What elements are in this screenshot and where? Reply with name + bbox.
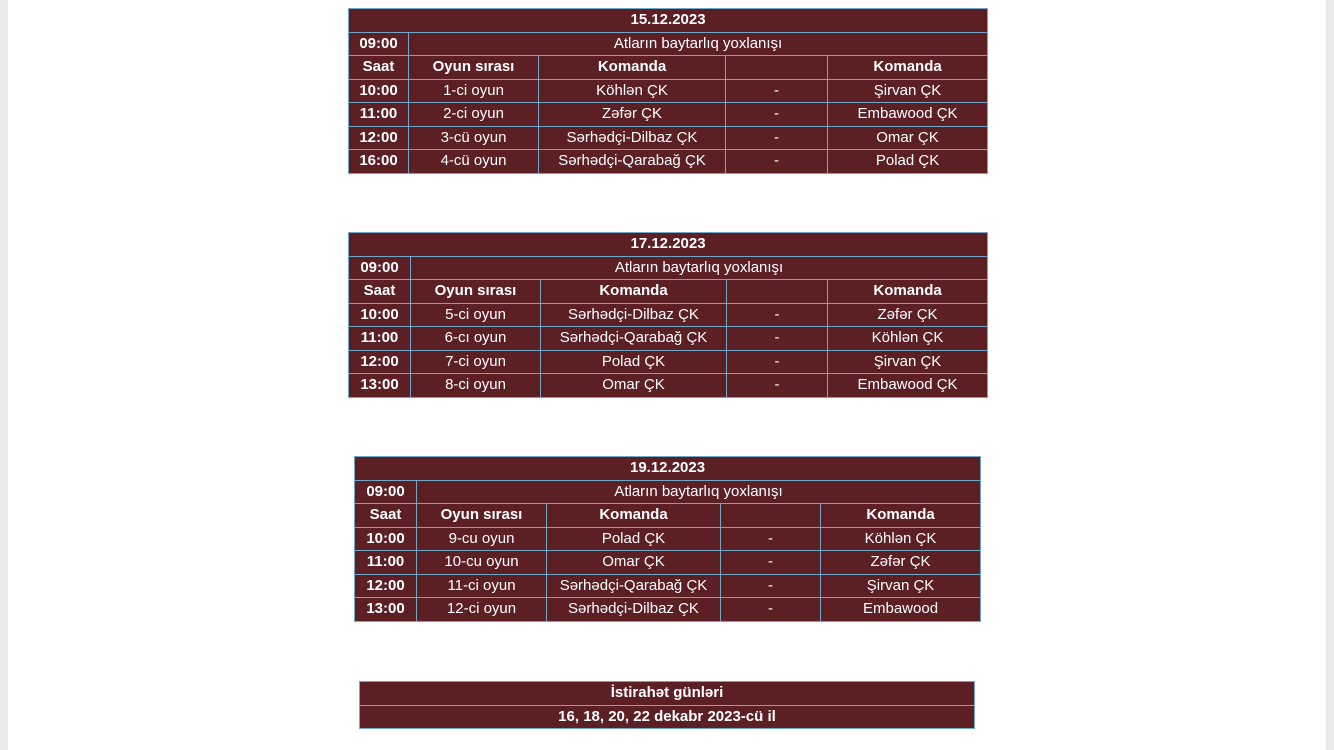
team1: Sərhədçi-Dilbaz ÇK (547, 598, 721, 622)
table-row (355, 574, 981, 598)
col-header-time: Saat (349, 56, 409, 80)
game-order: 3-cü oyun (409, 126, 539, 150)
date-header: 17.12.2023 (349, 233, 988, 257)
game-time: 10:00 (349, 79, 409, 103)
team2: Şirvan ÇK (821, 574, 981, 598)
document-page (8, 0, 1326, 750)
game-time: 12:00 (355, 574, 417, 598)
team2: Zəfər ÇK (821, 551, 981, 575)
schedule-table-day3 (354, 456, 981, 622)
game-time: 11:00 (349, 327, 411, 351)
team2: Embawood ÇK (828, 374, 988, 398)
game-order: 10-cu oyun (417, 551, 547, 575)
vet-time: 09:00 (349, 32, 409, 56)
game-order: 5-ci oyun (411, 303, 541, 327)
table-row (349, 79, 988, 103)
schedule-table-day1 (348, 8, 988, 174)
game-order: 9-cu oyun (417, 527, 547, 551)
col-header-sep (726, 56, 828, 80)
vs-separator: - (726, 103, 828, 127)
col-header-team1: Komanda (539, 56, 726, 80)
game-time: 16:00 (349, 150, 409, 174)
col-header-sep (727, 280, 828, 304)
game-time: 13:00 (349, 374, 411, 398)
vs-separator: - (727, 374, 828, 398)
game-order: 7-ci oyun (411, 350, 541, 374)
table-row (349, 350, 988, 374)
team1: Sərhədçi-Qarabağ ÇK (541, 327, 727, 351)
vs-separator: - (726, 79, 828, 103)
game-time: 13:00 (355, 598, 417, 622)
col-header-team2: Komanda (828, 56, 988, 80)
rest-days-title: İstirahət günləri (360, 682, 975, 706)
team2: Köhlən ÇK (821, 527, 981, 551)
team1: Omar ÇK (541, 374, 727, 398)
game-time: 12:00 (349, 126, 409, 150)
col-header-time: Saat (349, 280, 411, 304)
vet-label: Atların baytarlıq yoxlanışı (417, 480, 981, 504)
team1: Omar ÇK (547, 551, 721, 575)
game-order: 1-ci oyun (409, 79, 539, 103)
game-order: 12-ci oyun (417, 598, 547, 622)
rest-days-dates: 16, 18, 20, 22 dekabr 2023-cü il (360, 705, 975, 729)
team2: Şirvan ÇK (828, 350, 988, 374)
game-order: 2-ci oyun (409, 103, 539, 127)
team2: Zəfər ÇK (828, 303, 988, 327)
vs-separator: - (721, 598, 821, 622)
table-row (355, 551, 981, 575)
team1: Polad ÇK (547, 527, 721, 551)
game-order: 11-ci oyun (417, 574, 547, 598)
team2: Köhlən ÇK (828, 327, 988, 351)
table-row (349, 303, 988, 327)
game-time: 11:00 (349, 103, 409, 127)
team2: Omar ÇK (828, 126, 988, 150)
game-time: 10:00 (355, 527, 417, 551)
date-header: 15.12.2023 (349, 9, 988, 33)
vs-separator: - (727, 350, 828, 374)
col-header-team1: Komanda (541, 280, 727, 304)
table-row (349, 327, 988, 351)
col-header-order: Oyun sırası (417, 504, 547, 528)
col-header-order: Oyun sırası (409, 56, 539, 80)
game-time: 11:00 (355, 551, 417, 575)
game-time: 12:00 (349, 350, 411, 374)
team2: Embawood ÇK (828, 103, 988, 127)
table-row (349, 103, 988, 127)
vs-separator: - (727, 327, 828, 351)
vs-separator: - (721, 551, 821, 575)
table-row (355, 527, 981, 551)
vet-label: Atların baytarlıq yoxlanışı (411, 256, 988, 280)
team1: Köhlən ÇK (539, 79, 726, 103)
game-order: 4-cü oyun (409, 150, 539, 174)
col-header-team2: Komanda (828, 280, 988, 304)
team1: Sərhədçi-Qarabağ ÇK (539, 150, 726, 174)
team1: Sərhədçi-Dilbaz ÇK (539, 126, 726, 150)
team2: Polad ÇK (828, 150, 988, 174)
game-order: 8-ci oyun (411, 374, 541, 398)
vs-separator: - (726, 126, 828, 150)
table-row (355, 598, 981, 622)
team1: Sərhədçi-Dilbaz ÇK (541, 303, 727, 327)
vs-separator: - (721, 527, 821, 551)
vs-separator: - (726, 150, 828, 174)
team1: Sərhədçi-Qarabağ ÇK (547, 574, 721, 598)
col-header-time: Saat (355, 504, 417, 528)
vs-separator: - (721, 574, 821, 598)
col-header-order: Oyun sırası (411, 280, 541, 304)
rest-days-table (359, 681, 975, 729)
game-order: 6-cı oyun (411, 327, 541, 351)
col-header-sep (721, 504, 821, 528)
team2: Şirvan ÇK (828, 79, 988, 103)
col-header-team1: Komanda (547, 504, 721, 528)
col-header-team2: Komanda (821, 504, 981, 528)
team1: Zəfər ÇK (539, 103, 726, 127)
vet-label: Atların baytarlıq yoxlanışı (409, 32, 988, 56)
vs-separator: - (727, 303, 828, 327)
table-row (349, 150, 988, 174)
vet-time: 09:00 (355, 480, 417, 504)
team1: Polad ÇK (541, 350, 727, 374)
vet-time: 09:00 (349, 256, 411, 280)
team2: Embawood (821, 598, 981, 622)
schedule-table-day2 (348, 232, 988, 398)
date-header: 19.12.2023 (355, 457, 981, 481)
game-time: 10:00 (349, 303, 411, 327)
table-row (349, 126, 988, 150)
table-row (349, 374, 988, 398)
